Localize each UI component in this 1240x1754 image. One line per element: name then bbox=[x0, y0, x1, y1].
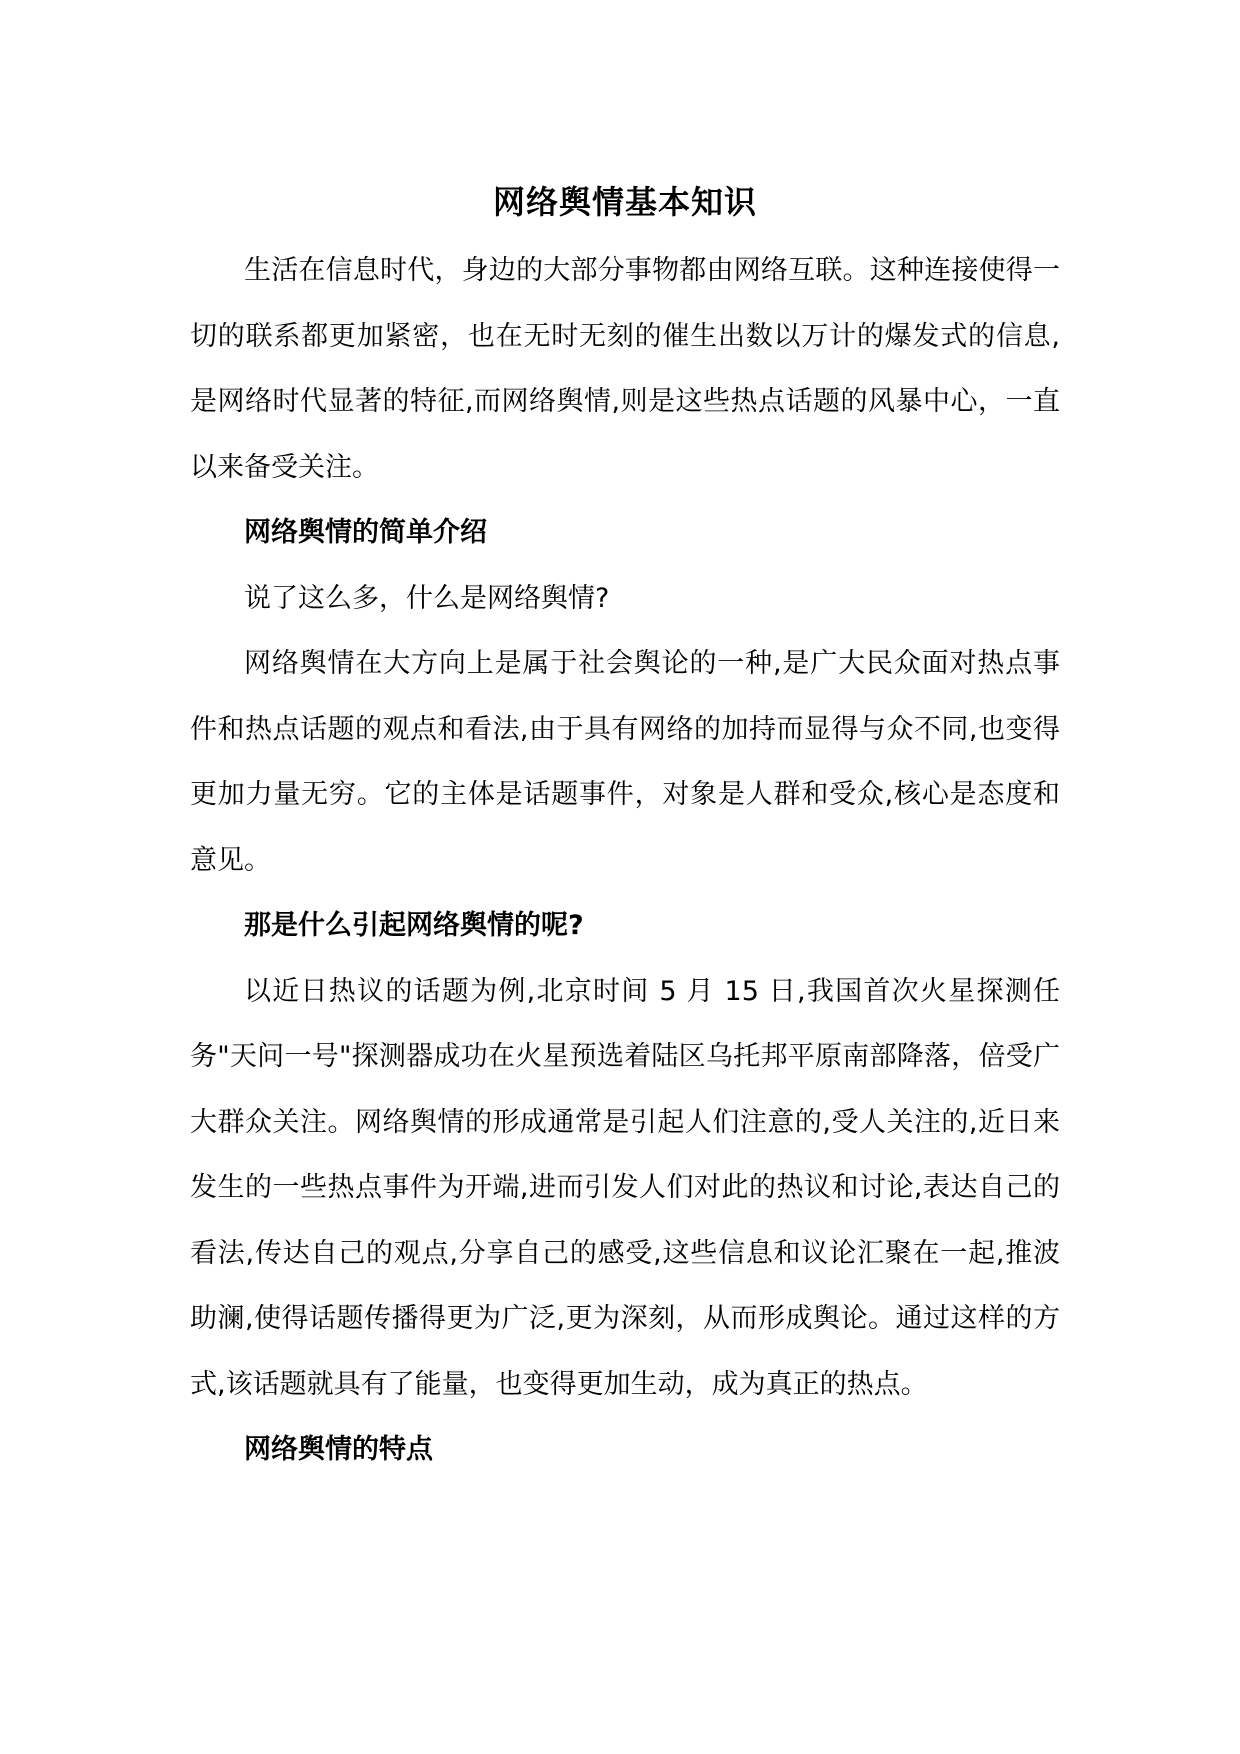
question-paragraph: 说了这么多，什么是网络舆情? bbox=[244, 582, 610, 614]
section-heading-introduction: 网络舆情的简单介绍 bbox=[244, 517, 487, 548]
section-heading-causes: 那是什么引起网络舆情的呢? bbox=[244, 910, 584, 941]
example-paragraph: 以近日热议的话题为例,北京时间 5 月 15 日,我国首次火星探测任务"天问一号"探测器成功在火星预选着陆区乌托邦平原南部降落，倍受广大群众关注。网络舆情的形成通常是引起人们注意的,受人关注的,近日来发生的一些热点事件为开端,进而引发人们对此的热议和讨论,表达自己的看法,传达自己的观点,分享自己的感受,这些信息和议论汇聚在一起,推波助澜,使得话题传播得更为广泛,更为深刻，从而形成舆论。通过这样的方式,该话题就具有了能量，也变得更加生动，成为真正的热点。 bbox=[190, 975, 1060, 1400]
definition-paragraph: 网络舆情在大方向上是属于社会舆论的一种,是广大民众面对热点事件和热点话题的观点和看法,由于具有网络的加持而显得与众不同,也变得更加力量无穷。它的主体是话题事件，对象是人群和受众,核心是态度和意见。 bbox=[190, 648, 1060, 876]
section-heading-characteristics: 网络舆情的特点 bbox=[244, 1434, 433, 1465]
document-title: 网络舆情基本知识 bbox=[492, 183, 757, 221]
intro-paragraph: 生活在信息时代，身边的大部分事物都由网络互联。这种连接使得一切的联系都更加紧密，也在无时无刻的催生出数以万计的爆发式的信息,是网络时代显著的特征,而网络舆情,则是这些热点话题的风暴中心，一直以来备受关注。 bbox=[190, 255, 1060, 483]
document-page bbox=[190, 170, 1060, 1483]
